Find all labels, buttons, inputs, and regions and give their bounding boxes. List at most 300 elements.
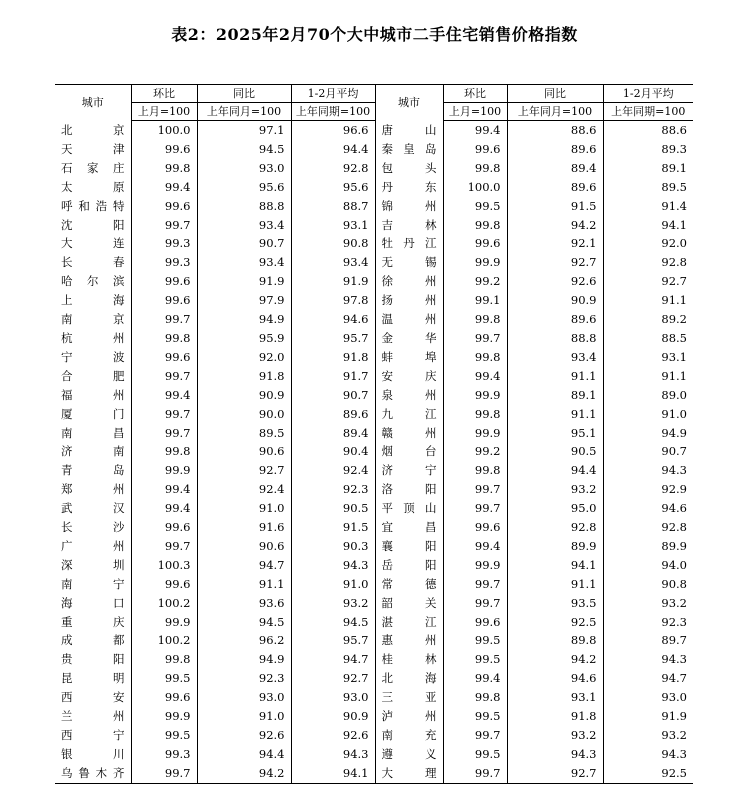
- table-row: [55, 764, 693, 783]
- avg-index-cell: 94.3: [661, 652, 687, 667]
- avg-index-cell: 94.3: [661, 463, 687, 478]
- avg-index-cell: 93.0: [661, 690, 687, 705]
- yoy-index-cell: 91.1: [507, 367, 603, 386]
- city-cell: 岳 阳: [375, 556, 443, 575]
- avg-index-cell: 93.2: [661, 595, 687, 610]
- city-cell: 哈尔滨: [55, 272, 131, 291]
- yoy-index-cell: 93.4: [507, 348, 603, 367]
- mom-index-cell: 99.3: [131, 745, 197, 764]
- yoy-index-cell: 92.3: [197, 669, 291, 688]
- city-cell: 厦 门: [55, 405, 131, 424]
- avg-index-cell: 89.2: [661, 312, 687, 327]
- table-row: [55, 518, 693, 537]
- avg-index-cell: 93.1: [661, 349, 687, 364]
- mom-index-cell: 99.7: [443, 594, 507, 613]
- yoy-index-cell: 89.6: [507, 310, 603, 329]
- yoy-index-cell: 92.0: [197, 348, 291, 367]
- yoy-index-cell: 94.1: [507, 556, 603, 575]
- city-cell: 蚌 埠: [375, 348, 443, 367]
- mom-index-cell: 99.2: [443, 442, 507, 461]
- avg-index-cell: 92.8: [661, 255, 687, 270]
- city-cell: 北 海: [375, 669, 443, 688]
- mom-index-cell: 99.5: [443, 650, 507, 669]
- header-city: 城市: [375, 85, 443, 121]
- yoy-index-cell: 91.8: [507, 707, 603, 726]
- yoy-index-cell: 89.5: [197, 424, 291, 443]
- yoy-index-cell: 93.4: [197, 216, 291, 235]
- mom-index-cell: 99.9: [443, 556, 507, 575]
- avg-index-cell: 89.7: [661, 633, 687, 648]
- header-yoy: 同比: [507, 85, 603, 103]
- mom-index-cell: 99.5: [443, 631, 507, 650]
- yoy-index-cell: 88.8: [507, 329, 603, 348]
- yoy-index-cell: 94.9: [197, 310, 291, 329]
- yoy-index-cell: 94.6: [507, 669, 603, 688]
- avg-index-cell: 95.6: [291, 178, 375, 197]
- table-row: [55, 197, 693, 216]
- yoy-index-cell: 94.7: [197, 556, 291, 575]
- header-avg: 1-2月平均: [291, 85, 375, 103]
- yoy-index-cell: 90.0: [197, 405, 291, 424]
- yoy-index-cell: 91.5: [507, 197, 603, 216]
- mom-index-cell: 99.6: [131, 291, 197, 310]
- mom-index-cell: 99.7: [131, 424, 197, 443]
- city-cell: 西 宁: [55, 726, 131, 745]
- mom-index-cell: 99.6: [131, 688, 197, 707]
- yoy-index-cell: 89.8: [507, 631, 603, 650]
- avg-index-cell: 89.3: [661, 141, 687, 156]
- avg-index-cell: 91.9: [291, 272, 375, 291]
- mom-index-cell: 99.6: [131, 575, 197, 594]
- header-mom: 环比: [131, 85, 197, 103]
- yoy-index-cell: 91.0: [197, 499, 291, 518]
- avg-index-cell: 90.8: [291, 234, 375, 253]
- yoy-index-cell: 91.8: [197, 367, 291, 386]
- city-cell: 宜 昌: [375, 518, 443, 537]
- yoy-index-cell: 93.4: [197, 253, 291, 272]
- city-cell: 西 安: [55, 688, 131, 707]
- table-row: [55, 499, 693, 518]
- avg-index-cell: 90.3: [291, 537, 375, 556]
- mom-index-cell: 99.1: [443, 291, 507, 310]
- city-cell: 韶 关: [375, 594, 443, 613]
- city-cell: 泉 州: [375, 386, 443, 405]
- avg-index-cell: 89.5: [661, 179, 687, 194]
- yoy-index-cell: 93.5: [507, 594, 603, 613]
- avg-index-cell: 94.6: [291, 310, 375, 329]
- avg-index-cell: 93.1: [291, 216, 375, 235]
- city-cell: 北 京: [55, 121, 131, 140]
- table-row: [55, 613, 693, 632]
- yoy-index-cell: 94.2: [197, 764, 291, 783]
- yoy-index-cell: 90.6: [197, 442, 291, 461]
- yoy-index-cell: 90.9: [507, 291, 603, 310]
- mom-index-cell: 99.6: [131, 272, 197, 291]
- city-cell: 桂 林: [375, 650, 443, 669]
- mom-index-cell: 99.6: [443, 613, 507, 632]
- table-row: [55, 367, 693, 386]
- avg-index-cell: 92.8: [661, 520, 687, 535]
- yoy-index-cell: 93.2: [507, 480, 603, 499]
- mom-index-cell: 99.7: [131, 537, 197, 556]
- city-cell: 宁 波: [55, 348, 131, 367]
- table-row: [55, 291, 693, 310]
- table-row: [55, 216, 693, 235]
- mom-index-cell: 99.8: [131, 650, 197, 669]
- city-cell: 海 口: [55, 594, 131, 613]
- avg-index-cell: 88.7: [291, 197, 375, 216]
- mom-index-cell: 99.5: [131, 726, 197, 745]
- yoy-index-cell: 92.5: [507, 613, 603, 632]
- yoy-index-cell: 94.4: [507, 461, 603, 480]
- yoy-index-cell: 93.0: [197, 688, 291, 707]
- avg-index-cell: 94.3: [291, 745, 375, 764]
- avg-index-cell: 96.6: [291, 121, 375, 140]
- yoy-index-cell: 92.1: [507, 234, 603, 253]
- yoy-index-cell: 94.5: [197, 613, 291, 632]
- mom-index-cell: 99.4: [131, 499, 197, 518]
- yoy-index-cell: 92.6: [507, 272, 603, 291]
- mom-index-cell: 99.6: [443, 140, 507, 159]
- city-cell: 南 京: [55, 310, 131, 329]
- city-cell: 包 头: [375, 159, 443, 178]
- avg-index-cell: 94.5: [291, 613, 375, 632]
- city-cell: 天 津: [55, 140, 131, 159]
- avg-index-cell: 93.0: [291, 688, 375, 707]
- avg-index-cell: 89.9: [661, 538, 687, 553]
- avg-index-cell: 90.7: [291, 386, 375, 405]
- avg-index-cell: 94.3: [661, 746, 687, 761]
- table-row: [55, 461, 693, 480]
- mom-index-cell: 99.5: [443, 745, 507, 764]
- yoy-index-cell: 96.2: [197, 631, 291, 650]
- table-row: [55, 424, 693, 443]
- city-cell: 长 沙: [55, 518, 131, 537]
- city-cell: 沈 阳: [55, 216, 131, 235]
- avg-index-cell: 90.4: [291, 442, 375, 461]
- yoy-index-cell: 97.1: [197, 121, 291, 140]
- yoy-index-cell: 92.7: [197, 461, 291, 480]
- mom-index-cell: 99.7: [443, 499, 507, 518]
- mom-index-cell: 99.7: [131, 405, 197, 424]
- city-cell: 常 德: [375, 575, 443, 594]
- city-cell: 无 锡: [375, 253, 443, 272]
- avg-index-cell: 90.8: [661, 576, 687, 591]
- avg-index-cell: 88.6: [661, 123, 687, 137]
- table-title: 表2：2025年2月70个大中城市二手住宅销售价格指数: [171, 25, 578, 44]
- yoy-index-cell: 91.0: [197, 707, 291, 726]
- mom-index-cell: 99.4: [443, 121, 507, 140]
- city-cell: 锦 州: [375, 197, 443, 216]
- mom-index-cell: 99.4: [131, 178, 197, 197]
- city-cell: 银 川: [55, 745, 131, 764]
- avg-index-cell: 94.9: [661, 425, 687, 440]
- avg-index-cell: 93.2: [291, 594, 375, 613]
- yoy-index-cell: 88.8: [197, 197, 291, 216]
- yoy-index-cell: 90.9: [197, 386, 291, 405]
- avg-index-cell: 91.7: [291, 367, 375, 386]
- yoy-index-cell: 92.7: [507, 253, 603, 272]
- table-row: [55, 726, 693, 745]
- avg-index-cell: 92.5: [603, 764, 693, 783]
- avg-index-cell: 91.8: [291, 348, 375, 367]
- mom-index-cell: 100.2: [131, 594, 197, 613]
- avg-index-cell: 92.3: [291, 480, 375, 499]
- mom-index-cell: 99.8: [443, 688, 507, 707]
- mom-index-cell: 99.2: [443, 272, 507, 291]
- table-row: [55, 669, 693, 688]
- city-cell: 襄 阳: [375, 537, 443, 556]
- city-cell: 广 州: [55, 537, 131, 556]
- header-mom: 环比: [443, 85, 507, 103]
- mom-index-cell: 99.3: [131, 234, 197, 253]
- table-row: [55, 310, 693, 329]
- mom-index-cell: 99.5: [443, 197, 507, 216]
- avg-index-cell: 97.8: [291, 291, 375, 310]
- city-cell: 乌鲁木齐: [55, 764, 131, 783]
- yoy-index-cell: 90.6: [197, 537, 291, 556]
- avg-index-cell: 94.4: [291, 140, 375, 159]
- avg-index-cell: 91.0: [661, 406, 687, 421]
- mom-index-cell: 99.4: [131, 480, 197, 499]
- avg-index-cell: 91.1: [661, 368, 687, 383]
- table-row: [55, 329, 693, 348]
- city-cell: 泸 州: [375, 707, 443, 726]
- header-yoy-base: 上年同月=100: [197, 103, 291, 121]
- city-cell: 石家庄: [55, 159, 131, 178]
- table-row: [55, 159, 693, 178]
- mom-index-cell: 99.7: [131, 216, 197, 235]
- yoy-index-cell: 92.6: [197, 726, 291, 745]
- yoy-index-cell: 93.6: [197, 594, 291, 613]
- avg-index-cell: 94.0: [661, 557, 687, 572]
- mom-index-cell: 99.4: [443, 537, 507, 556]
- table-row: [55, 234, 693, 253]
- city-cell: 杭 州: [55, 329, 131, 348]
- city-cell: 太 原: [55, 178, 131, 197]
- avg-index-cell: 92.8: [291, 159, 375, 178]
- header-avg-base: 上年同期=100: [291, 103, 375, 121]
- mom-index-cell: 99.8: [131, 159, 197, 178]
- yoy-index-cell: 92.8: [507, 518, 603, 537]
- avg-index-cell: 92.9: [661, 482, 687, 497]
- city-cell: 贵 阳: [55, 650, 131, 669]
- city-cell: 烟 台: [375, 442, 443, 461]
- city-cell: 济 南: [55, 442, 131, 461]
- table-row: [55, 140, 693, 159]
- table-row: [55, 575, 693, 594]
- avg-index-cell: 94.3: [291, 556, 375, 575]
- city-cell: 郑 州: [55, 480, 131, 499]
- city-cell: 赣 州: [375, 424, 443, 443]
- mom-index-cell: 99.9: [443, 386, 507, 405]
- mom-index-cell: 99.8: [131, 329, 197, 348]
- avg-index-cell: 90.7: [661, 444, 687, 459]
- table-body: [55, 121, 693, 784]
- city-cell: 昆 明: [55, 669, 131, 688]
- avg-index-cell: 91.0: [291, 575, 375, 594]
- mom-index-cell: 99.7: [443, 764, 507, 783]
- city-cell: 徐 州: [375, 272, 443, 291]
- price-index-table: [55, 84, 693, 784]
- mom-index-cell: 99.8: [443, 310, 507, 329]
- mom-index-cell: 99.8: [443, 461, 507, 480]
- mom-index-cell: 99.7: [443, 329, 507, 348]
- avg-index-cell: 90.5: [291, 499, 375, 518]
- table-row: [55, 442, 693, 461]
- table-row: [55, 745, 693, 764]
- mom-index-cell: 99.9: [131, 707, 197, 726]
- yoy-index-cell: 90.5: [507, 442, 603, 461]
- city-cell: 上 海: [55, 291, 131, 310]
- yoy-index-cell: 91.1: [507, 575, 603, 594]
- mom-index-cell: 99.8: [443, 216, 507, 235]
- yoy-index-cell: 94.9: [197, 650, 291, 669]
- yoy-index-cell: 91.1: [197, 575, 291, 594]
- avg-index-cell: 94.6: [661, 501, 687, 516]
- mom-index-cell: 99.9: [131, 461, 197, 480]
- city-cell: 福 州: [55, 386, 131, 405]
- mom-index-cell: 99.7: [131, 367, 197, 386]
- avg-index-cell: 89.6: [291, 405, 375, 424]
- yoy-index-cell: 94.2: [507, 650, 603, 669]
- yoy-index-cell: 91.1: [507, 405, 603, 424]
- city-cell: 遵 义: [375, 745, 443, 764]
- city-cell: 合 肥: [55, 367, 131, 386]
- mom-index-cell: 99.7: [131, 764, 197, 783]
- yoy-index-cell: 94.5: [197, 140, 291, 159]
- yoy-index-cell: 91.9: [197, 272, 291, 291]
- mom-index-cell: 99.5: [443, 707, 507, 726]
- yoy-index-cell: 93.2: [507, 726, 603, 745]
- mom-index-cell: 99.7: [131, 310, 197, 329]
- avg-index-cell: 95.7: [291, 329, 375, 348]
- mom-index-cell: 99.6: [443, 518, 507, 537]
- yoy-index-cell: 90.7: [197, 234, 291, 253]
- city-cell: 温 州: [375, 310, 443, 329]
- mom-index-cell: 99.9: [443, 424, 507, 443]
- mom-index-cell: 99.6: [131, 518, 197, 537]
- table-row: [55, 537, 693, 556]
- avg-index-cell: 88.5: [661, 330, 687, 345]
- city-cell: 南 充: [375, 726, 443, 745]
- mom-index-cell: 99.8: [443, 405, 507, 424]
- mom-index-cell: 99.9: [131, 613, 197, 632]
- table-row: [55, 556, 693, 575]
- city-cell: 大 连: [55, 234, 131, 253]
- city-cell: 金 华: [375, 329, 443, 348]
- yoy-index-cell: 89.6: [507, 140, 603, 159]
- yoy-index-cell: 93.0: [197, 159, 291, 178]
- city-cell: 大 理: [375, 764, 443, 783]
- avg-index-cell: 92.0: [661, 236, 687, 251]
- mom-index-cell: 99.7: [443, 726, 507, 745]
- table-row: [55, 121, 693, 140]
- yoy-index-cell: 95.6: [197, 178, 291, 197]
- city-cell: 青 岛: [55, 461, 131, 480]
- mom-index-cell: 99.4: [443, 669, 507, 688]
- avg-index-cell: 93.4: [291, 253, 375, 272]
- avg-index-cell: 93.2: [661, 728, 687, 742]
- avg-index-cell: 95.7: [291, 631, 375, 650]
- city-cell: 济 宁: [375, 461, 443, 480]
- city-cell: 深 圳: [55, 556, 131, 575]
- city-cell: 长 春: [55, 253, 131, 272]
- mom-index-cell: 99.4: [131, 386, 197, 405]
- avg-index-cell: 92.7: [661, 274, 687, 289]
- yoy-index-cell: 95.9: [197, 329, 291, 348]
- yoy-index-cell: 93.1: [507, 688, 603, 707]
- mom-index-cell: 99.8: [443, 159, 507, 178]
- mom-index-cell: 100.2: [131, 631, 197, 650]
- header-avg-base: 上年同期=100: [603, 103, 693, 121]
- header-yoy-base: 上年同月=100: [507, 103, 603, 121]
- city-cell: 南 宁: [55, 575, 131, 594]
- table-row: [55, 272, 693, 291]
- avg-index-cell: 91.1: [661, 293, 687, 308]
- mom-index-cell: 99.6: [131, 348, 197, 367]
- table-row: [55, 594, 693, 613]
- city-cell: 吉 林: [375, 216, 443, 235]
- table-row: [55, 688, 693, 707]
- table-row: [55, 650, 693, 669]
- city-cell: 兰 州: [55, 707, 131, 726]
- yoy-index-cell: 89.4: [507, 159, 603, 178]
- mom-index-cell: 99.4: [443, 367, 507, 386]
- city-cell: 洛 阳: [375, 480, 443, 499]
- city-cell: 呼和浩特: [55, 197, 131, 216]
- yoy-index-cell: 89.1: [507, 386, 603, 405]
- mom-index-cell: 99.8: [443, 348, 507, 367]
- avg-index-cell: 92.3: [661, 614, 687, 629]
- avg-index-cell: 89.4: [291, 424, 375, 443]
- city-cell: 重 庆: [55, 613, 131, 632]
- avg-index-cell: 89.0: [661, 387, 687, 402]
- mom-index-cell: 99.3: [131, 253, 197, 272]
- table-row: [55, 386, 693, 405]
- avg-index-cell: 92.7: [291, 669, 375, 688]
- yoy-index-cell: 91.6: [197, 518, 291, 537]
- table-row: [55, 480, 693, 499]
- mom-index-cell: 99.7: [443, 575, 507, 594]
- header-mom-base: 上月=100: [443, 103, 507, 121]
- yoy-index-cell: 92.4: [197, 480, 291, 499]
- yoy-index-cell: 92.7: [507, 764, 603, 783]
- yoy-index-cell: 89.9: [507, 537, 603, 556]
- avg-index-cell: 92.6: [291, 726, 375, 745]
- city-cell: 三 亚: [375, 688, 443, 707]
- city-cell: 湛 江: [375, 613, 443, 632]
- avg-index-cell: 92.4: [291, 461, 375, 480]
- header-yoy: 同比: [197, 85, 291, 103]
- avg-index-cell: 94.7: [291, 650, 375, 669]
- table-row: [55, 405, 693, 424]
- city-cell: 唐 山: [375, 121, 443, 140]
- avg-index-cell: 91.9: [661, 709, 687, 724]
- avg-index-cell: 91.5: [291, 518, 375, 537]
- yoy-index-cell: 95.0: [507, 499, 603, 518]
- avg-index-cell: 89.1: [661, 160, 687, 175]
- mom-index-cell: 99.8: [131, 442, 197, 461]
- city-cell: 惠 州: [375, 631, 443, 650]
- city-cell: 九 江: [375, 405, 443, 424]
- yoy-index-cell: 97.9: [197, 291, 291, 310]
- avg-index-cell: 91.4: [661, 198, 687, 213]
- header-city: 城市: [55, 85, 131, 121]
- mom-index-cell: 99.6: [443, 234, 507, 253]
- mom-index-cell: 100.0: [131, 121, 197, 140]
- yoy-index-cell: 94.3: [507, 745, 603, 764]
